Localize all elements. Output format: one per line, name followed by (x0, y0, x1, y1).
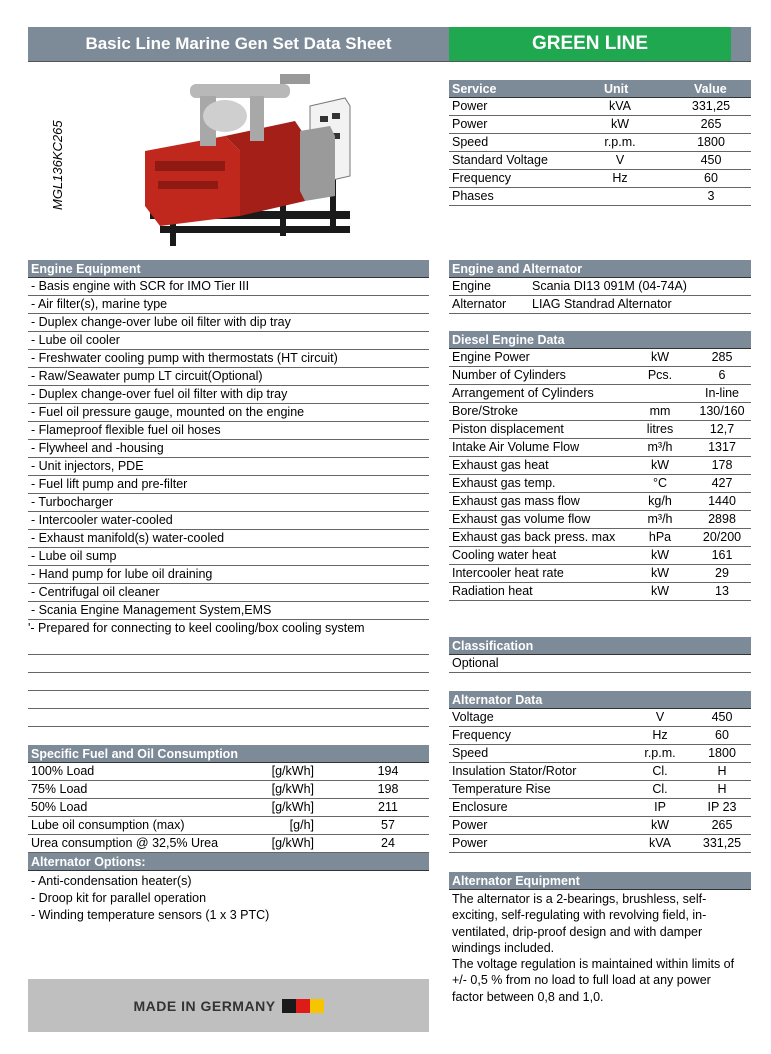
alternator-data-unit: kW (650, 818, 670, 832)
diesel-row (449, 511, 751, 529)
alternator-data-row (449, 763, 751, 781)
alternator-data-unit: kVA (649, 836, 671, 850)
fuel-value: 57 (381, 818, 395, 832)
classification-section (449, 637, 751, 673)
diesel-value: 29 (715, 566, 729, 580)
diesel-engine-heading: Diesel Engine Data (449, 331, 751, 349)
fuel-label: Urea consumption @ 32,5% Urea (31, 836, 219, 850)
service-value: 1800 (697, 135, 725, 149)
alternator-data-label: Enclosure (452, 800, 508, 814)
blank-line (28, 672, 429, 673)
alternator-data-value: 331,25 (702, 836, 742, 850)
blank-line (28, 690, 429, 691)
alternator-data-row (449, 709, 751, 727)
diesel-row (449, 439, 751, 457)
fuel-unit: [g/kWh] (271, 764, 314, 778)
diesel-row (449, 367, 751, 385)
diesel-unit: kW (650, 566, 670, 580)
diesel-row (449, 403, 751, 421)
service-table (449, 80, 751, 206)
alternator-data-unit: Hz (652, 728, 668, 742)
engine-alternator-heading: Engine and Alternator (449, 260, 751, 278)
diesel-unit: kW (650, 458, 670, 472)
diesel-row (449, 385, 751, 403)
fuel-unit: [g/kWh] (271, 782, 314, 796)
diesel-unit: kW (650, 350, 670, 364)
alternator-option-item: - Anti-condensation heater(s) (31, 874, 192, 888)
equipment-item: - Lube oil sump (28, 548, 429, 566)
alternator-data-label: Power (452, 836, 488, 850)
diesel-row (449, 583, 751, 601)
classification-heading: Classification (449, 637, 751, 655)
alternator-data-label: Insulation Stator/Rotor (452, 764, 577, 778)
diesel-value: 2898 (708, 512, 736, 526)
diesel-row (449, 547, 751, 565)
diesel-label: Exhaust gas temp. (452, 476, 556, 490)
classification-value: Optional (449, 655, 751, 673)
alternator-data-value: 265 (711, 818, 733, 832)
equipment-item: - Flameproof flexible fuel oil hoses (28, 422, 429, 440)
diesel-value: 20/200 (702, 530, 742, 544)
fuel-row (28, 763, 429, 781)
engine-alternator-row (449, 296, 751, 314)
equipment-item: - Freshwater cooling pump with thermostats (HT circuit) (28, 350, 429, 368)
engine-equipment-heading: Engine Equipment (28, 260, 429, 278)
diesel-unit: m³/h (647, 440, 673, 454)
diesel-value: 161 (711, 548, 733, 562)
engine-alternator-section (449, 260, 751, 314)
equipment-item: - Air filter(s), marine type (28, 296, 429, 314)
diesel-label: Exhaust gas heat (452, 458, 549, 472)
service-value: 331,25 (691, 99, 731, 113)
model-number: MGL136KC265 (50, 120, 65, 210)
service-unit: kW (610, 117, 630, 131)
service-row (449, 116, 751, 134)
diesel-row (449, 565, 751, 583)
alternator-data-value: 60 (715, 728, 729, 742)
diesel-value: 1317 (708, 440, 736, 454)
fuel-label: 100% Load (31, 764, 95, 778)
alternator-equipment-line: ventilated, drip-proof design and with damper (452, 924, 703, 939)
alternator-equipment-section (449, 872, 751, 1005)
service-label: Phases (452, 189, 494, 203)
equipment-item: '- Prepared for connecting to keel cooling/box cooling system (28, 621, 365, 635)
alternator-data-unit: IP (654, 800, 666, 814)
diesel-row (449, 349, 751, 367)
equipment-item: - Scania Engine Management System,EMS (28, 602, 429, 620)
alternator-data-unit: Cl. (652, 764, 668, 778)
fuel-consumption-section (28, 745, 429, 924)
diesel-row (449, 475, 751, 493)
diesel-label: Arrangement of Cylinders (452, 386, 594, 400)
alternator-option-item: - Winding temperature sensors (1 x 3 PTC) (31, 908, 270, 922)
alternator-equipment-line: factor between 0,8 and 1,0. (452, 989, 604, 1004)
blank-line (28, 726, 429, 727)
equipment-item: - Fuel oil pressure gauge, mounted on the engine (28, 404, 429, 422)
diesel-value: 285 (711, 350, 733, 364)
alternator-option-item: - Droop kit for parallel operation (31, 891, 207, 905)
service-col-unit: Unit (604, 82, 629, 96)
service-value: 3 (707, 189, 715, 203)
diesel-label: Intercooler heat rate (452, 566, 564, 580)
blank-line (28, 654, 429, 655)
diesel-label: Intake Air Volume Flow (452, 440, 580, 454)
fuel-consumption-heading: Specific Fuel and Oil Consumption (28, 745, 429, 763)
equipment-item: - Duplex change-over fuel oil filter with dip tray (28, 386, 429, 404)
diesel-label: Bore/Stroke (452, 404, 519, 418)
alternator-data-row (449, 727, 751, 745)
service-value: 60 (704, 171, 718, 185)
alternator-equipment-line: windings included. (452, 940, 555, 955)
equipment-item: - Basis engine with SCR for IMO Tier III (28, 278, 429, 296)
engine-alternator-label: Alternator (452, 297, 507, 311)
diesel-label: Number of Cylinders (452, 368, 566, 382)
fuel-value: 198 (377, 782, 399, 796)
service-row (449, 188, 751, 206)
diesel-row (449, 421, 751, 439)
germany-flag-icon (282, 999, 324, 1013)
diesel-value: 12,7 (709, 422, 735, 436)
alternator-data-unit: r.p.m. (644, 746, 676, 760)
service-unit: V (615, 153, 625, 167)
engine-alternator-value: LIAG Standrad Alternator (532, 297, 672, 311)
genset-illustration (130, 66, 370, 246)
service-row (449, 170, 751, 188)
diesel-unit: hPa (648, 530, 672, 544)
diesel-unit: kW (650, 584, 670, 598)
alternator-data-label: Temperature Rise (452, 782, 551, 796)
alternator-data-label: Speed (452, 746, 489, 760)
equipment-item: - Centrifugal oil cleaner (28, 584, 429, 602)
diesel-row (449, 529, 751, 547)
fuel-row (28, 835, 429, 853)
alternator-data-heading: Alternator Data (449, 691, 751, 709)
diesel-label: Exhaust gas volume flow (452, 512, 591, 526)
diesel-value: 6 (718, 368, 726, 382)
alternator-data-row (449, 817, 751, 835)
alternator-equipment-heading: Alternator Equipment (449, 872, 751, 890)
engine-equipment-section (28, 260, 429, 638)
service-col-value: Value (694, 82, 727, 96)
service-unit: kVA (609, 99, 631, 113)
diesel-value: 427 (711, 476, 733, 490)
alternator-data-label: Voltage (452, 710, 494, 724)
fuel-unit: [g/kWh] (271, 836, 314, 850)
diesel-label: Radiation heat (452, 584, 533, 598)
service-label: Power (452, 117, 488, 131)
diesel-label: Cooling water heat (452, 548, 557, 562)
diesel-value: 13 (715, 584, 729, 598)
service-label: Power (452, 99, 488, 113)
fuel-row (28, 817, 429, 835)
diesel-unit: kg/h (648, 494, 672, 508)
diesel-unit: litres (646, 422, 674, 436)
equipment-item: - Fuel lift pump and pre-filter (28, 476, 429, 494)
service-row (449, 98, 751, 116)
service-row (449, 152, 751, 170)
fuel-value: 194 (377, 764, 399, 778)
fuel-value: 24 (381, 836, 395, 850)
service-table-header (449, 80, 751, 98)
diesel-value: 178 (711, 458, 733, 472)
fuel-unit: [g/h] (289, 818, 314, 832)
diesel-label: Exhaust gas back press. max (452, 530, 616, 544)
equipment-item: - Exhaust manifold(s) water-cooled (28, 530, 429, 548)
document-title: Basic Line Marine Gen Set Data Sheet (28, 27, 449, 61)
diesel-value: 130/160 (699, 404, 745, 418)
diesel-value: 1440 (708, 494, 736, 508)
diesel-row (449, 457, 751, 475)
alternator-data-value: 450 (711, 710, 733, 724)
alternator-data-row (449, 745, 751, 763)
made-in-germany-banner (28, 979, 429, 1032)
diesel-label: Engine Power (452, 350, 530, 364)
alternator-data-unit: Cl. (652, 782, 668, 796)
fuel-label: 75% Load (31, 782, 88, 796)
service-row (449, 134, 751, 152)
engine-alternator-label: Engine (452, 279, 491, 293)
header-divider (28, 61, 751, 62)
diesel-row (449, 493, 751, 511)
alternator-equipment-line: The alternator is a 2-bearings, brushless, self- (452, 892, 707, 906)
fuel-value: 211 (378, 800, 398, 814)
equipment-item: - Raw/Seawater pump LT circuit(Optional) (28, 368, 429, 386)
alternator-equipment-line: The voltage regulation is maintained within limits of (452, 957, 735, 972)
green-line-badge: GREEN LINE (449, 27, 731, 61)
alternator-data-row (449, 781, 751, 799)
alternator-data-value: IP 23 (707, 800, 737, 814)
alternator-data-unit: V (655, 710, 665, 724)
service-label: Speed (452, 135, 489, 149)
equipment-item: - Hand pump for lube oil draining (28, 566, 429, 584)
header-end-block (731, 27, 751, 61)
alternator-equipment-line: exciting, self-regulating with revolving field, in- (452, 908, 707, 923)
alternator-equipment-line: +/- 0,5 % from no load to full load at any power (452, 973, 711, 988)
diesel-value: In-line (704, 386, 740, 400)
equipment-item: - Duplex change-over lube oil filter with dip tray (28, 314, 429, 332)
alternator-data-label: Power (452, 818, 488, 832)
alternator-options-heading: Alternator Options: (28, 853, 429, 871)
alternator-data-value: H (717, 764, 727, 778)
engine-alternator-value: Scania DI13 091M (04-74A) (532, 279, 687, 293)
diesel-unit: kW (650, 548, 670, 562)
fuel-unit: [g/kWh] (271, 800, 314, 814)
service-value: 265 (700, 117, 722, 131)
service-label: Standard Voltage (452, 153, 548, 167)
equipment-item: - Unit injectors, PDE (28, 458, 429, 476)
equipment-item: - Flywheel and -housing (28, 440, 429, 458)
diesel-label: Exhaust gas mass flow (452, 494, 580, 508)
engine-alternator-row (449, 278, 751, 296)
equipment-item: - Lube oil cooler (28, 332, 429, 350)
diesel-label: Piston displacement (452, 422, 564, 436)
made-in-label: MADE IN GERMANY (133, 997, 276, 1014)
diesel-unit: Pcs. (647, 368, 673, 382)
alternator-data-row (449, 835, 751, 853)
fuel-row (28, 781, 429, 799)
diesel-unit: m³/h (647, 512, 673, 526)
diesel-unit: °C (652, 476, 668, 490)
diesel-engine-section (449, 331, 751, 601)
alternator-data-section (449, 691, 751, 853)
service-col-label: Service (452, 82, 497, 96)
fuel-row (28, 799, 429, 817)
alternator-data-value: H (717, 782, 727, 796)
fuel-label: Lube oil consumption (max) (31, 818, 185, 832)
alternator-data-value: 1800 (708, 746, 736, 760)
fuel-label: 50% Load (31, 800, 88, 814)
service-unit: r.p.m. (604, 135, 636, 149)
equipment-item: - Intercooler water-cooled (28, 512, 429, 530)
service-value: 450 (700, 153, 722, 167)
diesel-unit: mm (649, 404, 671, 418)
service-label: Frequency (452, 171, 512, 185)
alternator-data-label: Frequency (452, 728, 512, 742)
service-unit: Hz (612, 171, 628, 185)
alternator-data-row (449, 799, 751, 817)
equipment-item: - Turbocharger (28, 494, 429, 512)
blank-line (28, 708, 429, 709)
